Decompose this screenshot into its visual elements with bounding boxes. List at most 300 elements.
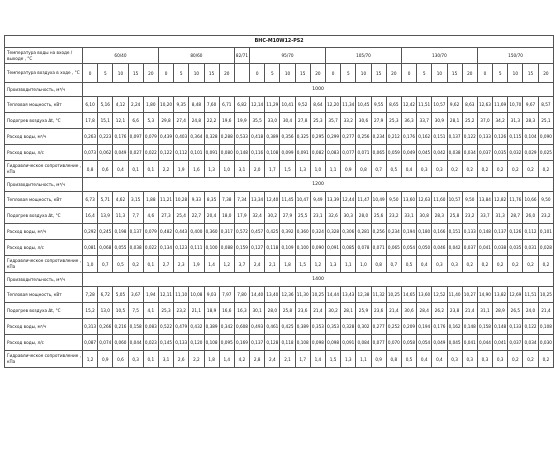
air-temperature-cell: 5 <box>341 64 356 83</box>
table-cell: 0,088 <box>219 240 234 256</box>
table-cell: 6,72 <box>98 287 113 303</box>
table-cell: 28,3 <box>523 113 538 129</box>
table-cell: 12,69 <box>508 287 523 303</box>
heater-performance-table <box>4 35 554 368</box>
table-cell: 0,065 <box>371 145 386 161</box>
table-cell: 9,50 <box>538 192 554 208</box>
table-cell: 0,389 <box>265 129 280 145</box>
table-cell: 0,091 <box>295 145 310 161</box>
table-cell: 5,3 <box>143 113 158 129</box>
table-cell: 0,4 <box>432 351 447 368</box>
table-cell: 0,034 <box>462 145 477 161</box>
table-cell: 2,4 <box>250 256 265 273</box>
table-cell: 1,3 <box>204 161 219 178</box>
table-cell: 0,2 <box>477 161 492 178</box>
table-cell: 0,194 <box>401 224 416 240</box>
table-cell: 0,049 <box>401 145 416 161</box>
table-cell: 0,037 <box>477 145 492 161</box>
table-cell: 12,82 <box>493 192 508 208</box>
table-cell: 0,038 <box>447 145 462 161</box>
table-cell: 11,21 <box>158 192 173 208</box>
air-temperature-cell: 10 <box>113 64 128 83</box>
table-cell: 30,4 <box>280 113 295 129</box>
air-temperature-cell: 20 <box>310 64 325 83</box>
table-cell: 0,049 <box>113 145 128 161</box>
table-cell: 0,608 <box>234 319 249 335</box>
table-cell: 11,69 <box>493 97 508 113</box>
table-cell: 14,65 <box>401 287 416 303</box>
table-cell: 0,068 <box>98 240 113 256</box>
table-cell: 25,1 <box>538 113 554 129</box>
table-cell: 0,234 <box>386 224 401 240</box>
table-cell: 23,8 <box>447 303 462 319</box>
table-cell: 4,2 <box>234 351 249 368</box>
row-label: Тепловая мощность, кВт <box>5 192 83 208</box>
table-cell: 14,40 <box>250 287 265 303</box>
table-cell: 12,36 <box>280 287 295 303</box>
table-cell: 4,62 <box>113 192 128 208</box>
table-cell: 1,9 <box>174 161 189 178</box>
table-cell: 1,5 <box>280 161 295 178</box>
table-cell: 0,091 <box>341 335 356 351</box>
table-cell: 0,054 <box>417 335 432 351</box>
table-cell: 1,88 <box>143 192 158 208</box>
table-row <box>5 303 554 319</box>
table-cell: 28,0 <box>356 208 371 224</box>
air-temperature-cell: 0 <box>158 64 173 83</box>
table-cell: 2,4 <box>265 351 280 368</box>
table-cell: 14,44 <box>326 287 341 303</box>
table-cell: 7,28 <box>83 287 98 303</box>
table-cell: 0,2 <box>538 256 554 273</box>
table-cell: 0,2 <box>128 256 143 273</box>
table-cell: 1,4 <box>204 256 219 273</box>
table-cell: 0,082 <box>310 145 325 161</box>
table-cell: 0,151 <box>432 129 447 145</box>
table-cell: 8,57 <box>538 97 554 113</box>
table-cell: 1,1 <box>356 351 371 368</box>
table-cell: 0,572 <box>234 224 249 240</box>
table-cell: 2,1 <box>265 256 280 273</box>
table-cell: 30,3 <box>341 208 356 224</box>
table-cell: 21,4 <box>538 303 554 319</box>
table-cell: 0,425 <box>280 319 295 335</box>
table-cell: 11,76 <box>508 192 523 208</box>
table-cell: 7,60 <box>204 97 219 113</box>
table-cell: 23,6 <box>371 303 386 319</box>
table-cell: 25,3 <box>158 303 173 319</box>
table-cell: 0,085 <box>341 240 356 256</box>
air-temperature-cell: 15 <box>295 64 310 83</box>
table-cell: 13,82 <box>493 287 508 303</box>
table-cell: 11,51 <box>523 287 538 303</box>
table-cell: 3,1 <box>234 161 249 178</box>
air-temperature-cell: 5 <box>417 64 432 83</box>
table-cell: 4,6 <box>143 208 158 224</box>
table-cell: 0,050 <box>417 240 432 256</box>
table-cell: 9,33 <box>189 192 204 208</box>
table-cell: 12,63 <box>477 97 492 113</box>
table-cell: 19,6 <box>219 113 234 129</box>
table-cell: 0,522 <box>158 319 173 335</box>
air-temperature-cell: 20 <box>219 64 234 83</box>
table-cell: 0,317 <box>219 224 234 240</box>
table-cell: 0,252 <box>386 319 401 335</box>
table-cell: 25,8 <box>280 303 295 319</box>
air-temperature-cell: 0 <box>83 64 98 83</box>
table-cell: 34,2 <box>493 113 508 129</box>
table-cell: 0,158 <box>128 319 143 335</box>
table-cell: 1,3 <box>295 161 310 178</box>
row-label: Расход воды, л/с <box>5 335 83 351</box>
table-cell: 10,20 <box>158 97 173 113</box>
table-cell: 25,3 <box>310 113 325 129</box>
table-cell: 0,074 <box>98 335 113 351</box>
section-airflow-value: 1000 <box>83 83 554 97</box>
table-cell: 0,6 <box>113 351 128 368</box>
table-cell: 15,2 <box>83 303 98 319</box>
table-cell: 0,109 <box>280 240 295 256</box>
air-temperature-cell: 10 <box>508 64 523 83</box>
table-cell: 7,34 <box>234 192 249 208</box>
table-row <box>5 319 554 335</box>
table-cell: 9,62 <box>447 97 462 113</box>
air-temperature-cell: 0 <box>326 64 341 83</box>
table-cell: 0,049 <box>432 335 447 351</box>
table-cell: 12,40 <box>265 192 280 208</box>
table-cell: 0,2 <box>447 161 462 178</box>
table-cell: 0,108 <box>265 145 280 161</box>
table-cell: 8,63 <box>462 97 477 113</box>
table-cell: 0,065 <box>386 240 401 256</box>
table-cell: 1,80 <box>143 97 158 113</box>
table-cell: 12,52 <box>432 287 447 303</box>
table-cell: 30,9 <box>432 113 447 129</box>
table-cell: 37,0 <box>477 113 492 129</box>
table-cell: 0,1 <box>143 256 158 273</box>
table-cell: 25,4 <box>174 208 189 224</box>
table-cell: 0,159 <box>234 240 249 256</box>
section-airflow-value: 1200 <box>83 178 554 192</box>
table-cell: 0,295 <box>310 129 325 145</box>
table-cell: 8,48 <box>189 97 204 113</box>
table-cell: 0,126 <box>493 129 508 145</box>
table-cell: 7,38 <box>219 192 234 208</box>
table-row <box>5 145 554 161</box>
table-cell: 1,0 <box>83 256 98 273</box>
table-cell: 5,71 <box>98 192 113 208</box>
air-temperature-cell: 0 <box>250 64 265 83</box>
table-cell: 33,0 <box>265 113 280 129</box>
table-cell: 0,328 <box>326 224 341 240</box>
table-cell: 0,9 <box>98 351 113 368</box>
table-cell: 25,6 <box>371 208 386 224</box>
table-cell: 0,091 <box>326 240 341 256</box>
table-cell: 28,4 <box>417 303 432 319</box>
air-temperature-cell: 10 <box>356 64 371 83</box>
table-cell: 0,083 <box>143 319 158 335</box>
table-cell: 2,8 <box>250 351 265 368</box>
table-cell: 0,256 <box>371 224 386 240</box>
table-cell: 13,0 <box>98 303 113 319</box>
table-cell: 0,7 <box>371 161 386 178</box>
table-cell: 0,128 <box>265 335 280 351</box>
table-cell: 12,1 <box>113 113 128 129</box>
table-cell: 11,40 <box>447 287 462 303</box>
table-cell: 0,4 <box>401 161 416 178</box>
table-cell: 2,1 <box>280 351 295 368</box>
table-cell: 1,5 <box>326 351 341 368</box>
table-cell: 0,028 <box>538 240 554 256</box>
table-cell: 0,084 <box>356 335 371 351</box>
table-cell: 0,071 <box>371 240 386 256</box>
table-cell: 0,070 <box>386 335 401 351</box>
table-cell: 0,151 <box>447 224 462 240</box>
table-cell: 0,042 <box>432 145 447 161</box>
table-cell: 12,42 <box>401 97 416 113</box>
table-cell: 0,9 <box>341 161 356 178</box>
table-cell: 0,482 <box>158 224 173 240</box>
table-cell: 9,50 <box>386 192 401 208</box>
table-cell: 0,533 <box>234 129 249 145</box>
table-cell: 23,2 <box>462 208 477 224</box>
table-cell: 1,7 <box>265 161 280 178</box>
table-cell: 0,162 <box>417 129 432 145</box>
section-label: Производительность, м³/ч <box>5 178 83 192</box>
table-cell: 0,098 <box>310 335 325 351</box>
table-cell: 0,108 <box>204 335 219 351</box>
table-cell: 0,104 <box>523 129 538 145</box>
air-temperature-cell: 15 <box>128 64 143 83</box>
table-cell: 0,198 <box>113 224 128 240</box>
table-cell: 0,2 <box>508 256 523 273</box>
table-cell: 0,115 <box>508 129 523 145</box>
table-cell: 23,2 <box>386 208 401 224</box>
air-temperature-cell: 20 <box>143 64 158 83</box>
table-cell: 0,122 <box>158 145 173 161</box>
table-cell: 2,2 <box>158 161 173 178</box>
table-cell: 2,7 <box>158 256 173 273</box>
table-cell: 4,12 <box>113 97 128 113</box>
table-cell: 0,7 <box>98 256 113 273</box>
table-cell: 3,67 <box>128 287 143 303</box>
water-group-header: 60/40 <box>83 48 159 64</box>
table-cell: 0,9 <box>371 351 386 368</box>
table-cell: 27,3 <box>158 208 173 224</box>
table-cell: 26,0 <box>523 208 538 224</box>
table-cell: 0,2 <box>523 256 538 273</box>
table-cell: 33,7 <box>417 113 432 129</box>
table-cell: 0,324 <box>310 224 325 240</box>
table-cell: 30,1 <box>250 303 265 319</box>
table-cell: 0,041 <box>462 335 477 351</box>
table-cell: 0,108 <box>538 319 554 335</box>
table-cell: 0,8 <box>356 161 371 178</box>
table-cell: 11,30 <box>295 287 310 303</box>
table-cell: 0,100 <box>204 240 219 256</box>
table-cell: 10,45 <box>356 97 371 113</box>
table-cell: 36,3 <box>401 113 416 129</box>
table-cell: 1,4 <box>310 351 325 368</box>
table-cell: 10,25 <box>386 287 401 303</box>
section-label: Производительность, м³/ч <box>5 273 83 287</box>
table-cell: 0,7 <box>386 256 401 273</box>
table-cell: 0,126 <box>508 224 523 240</box>
table-cell: 0,137 <box>250 335 265 351</box>
table-cell: 0,281 <box>356 224 371 240</box>
row-label: Гидравлическое сопротивление , кПа <box>5 161 83 178</box>
table-cell: 0,4 <box>417 256 432 273</box>
table-cell: 31,3 <box>493 208 508 224</box>
table-cell: 1,3 <box>326 256 341 273</box>
table-cell: 0,288 <box>219 129 234 145</box>
table-cell: 31,1 <box>477 303 492 319</box>
table-cell: 0,299 <box>326 129 341 145</box>
water-group-header: 105/70 <box>326 48 402 64</box>
table-cell: 13,9 <box>98 208 113 224</box>
table-cell: 0,277 <box>371 319 386 335</box>
table-cell: 16,4 <box>83 208 98 224</box>
table-cell: 0,2 <box>538 351 554 368</box>
section-airflow-value: 1400 <box>83 273 554 287</box>
table-cell: 30,8 <box>417 208 432 224</box>
table-cell: 28,3 <box>432 208 447 224</box>
table-cell: 0,176 <box>113 129 128 145</box>
table-cell: 0,111 <box>189 240 204 256</box>
table-cell: 0,389 <box>295 319 310 335</box>
table-cell: 23,2 <box>174 303 189 319</box>
table-cell: 0,432 <box>189 319 204 335</box>
table-cell: 0,328 <box>341 319 356 335</box>
table-cell: 6,71 <box>219 97 234 113</box>
table-cell: 6,82 <box>234 97 249 113</box>
table-cell: 0,059 <box>386 145 401 161</box>
table-cell: 16,6 <box>219 303 234 319</box>
table-cell: 0,032 <box>508 145 523 161</box>
table-cell: 12,14 <box>250 97 265 113</box>
air-temperature-cell: 20 <box>538 64 554 83</box>
table-cell: 0,038 <box>493 240 508 256</box>
table-cell: 0,2 <box>493 161 508 178</box>
row-label: Тепловая мощность, кВт <box>5 287 83 303</box>
table-cell: 0,038 <box>128 240 143 256</box>
table-cell: 22,2 <box>204 113 219 129</box>
table-row <box>5 129 554 145</box>
table-cell: 26,2 <box>432 303 447 319</box>
table-cell: 0,073 <box>83 145 98 161</box>
table-cell: 30,2 <box>265 208 280 224</box>
table-cell: 0,3 <box>493 351 508 368</box>
table-cell: 1,0 <box>356 256 371 273</box>
table-cell: 18,0 <box>219 208 234 224</box>
table-cell: 13,34 <box>250 192 265 208</box>
row-label: Расход воды, м³/ч <box>5 319 83 335</box>
table-cell: 21,4 <box>386 303 401 319</box>
table-cell: 0,041 <box>477 240 492 256</box>
table-cell: 7,80 <box>234 287 249 303</box>
table-cell: 1,2 <box>219 256 234 273</box>
water-group-header: 95/70 <box>250 48 326 64</box>
table-cell: 33,1 <box>401 208 416 224</box>
table-cell: 0,313 <box>83 319 98 335</box>
table-cell: 28,7 <box>508 208 523 224</box>
table-cell: 2,24 <box>128 97 143 113</box>
table-cell: 0,112 <box>174 145 189 161</box>
table-cell: 0,090 <box>310 240 325 256</box>
table-cell: 13,39 <box>326 192 341 208</box>
table-cell: 0,031 <box>523 240 538 256</box>
air-temperature-cell: 5 <box>174 64 189 83</box>
table-cell: 10,57 <box>432 97 447 113</box>
table-cell: 1,2 <box>83 351 98 368</box>
table-cell: 0,025 <box>538 145 554 161</box>
air-temperature-cell: 0 <box>477 64 492 83</box>
table-cell: 0,044 <box>477 335 492 351</box>
table-cell: 7,5 <box>128 303 143 319</box>
air-temperature-cell: 10 <box>280 64 295 83</box>
air-temperature-cell: 15 <box>523 64 538 83</box>
table-cell: 12,20 <box>326 97 341 113</box>
table-cell: 9,03 <box>204 287 219 303</box>
table-cell: 0,133 <box>462 224 477 240</box>
table-cell: 23,1 <box>310 208 325 224</box>
table-cell: 31,3 <box>508 113 523 129</box>
table-cell: 23,6 <box>295 303 310 319</box>
table-row <box>5 161 554 178</box>
table-cell: 1,9 <box>189 256 204 273</box>
table-cell: 6,10 <box>83 97 98 113</box>
table-cell: 0,2 <box>523 161 538 178</box>
table-cell: 9,49 <box>310 192 325 208</box>
table-cell: 0,148 <box>493 319 508 335</box>
table-cell: 5,05 <box>113 287 128 303</box>
table-cell: 13,84 <box>477 192 492 208</box>
table-cell: 0,342 <box>219 319 234 335</box>
table-cell: 25,3 <box>386 113 401 129</box>
table-row <box>5 256 554 273</box>
table-cell: 0,022 <box>143 240 158 256</box>
table-cell: 0,166 <box>432 224 447 240</box>
table-cell: 30,2 <box>326 303 341 319</box>
table-cell: 0,087 <box>83 335 98 351</box>
table-cell: 21,4 <box>310 303 325 319</box>
table-cell: 27,8 <box>295 113 310 129</box>
table-cell: 32,4 <box>250 208 265 224</box>
table-cell: 35,5 <box>250 113 265 129</box>
table-cell: 0,123 <box>174 240 189 256</box>
table-row <box>5 335 554 351</box>
table-cell: 0,3 <box>477 351 492 368</box>
table-cell: 0,180 <box>417 224 432 240</box>
table-cell: 0,022 <box>143 145 158 161</box>
table-cell: 0,071 <box>356 145 371 161</box>
table-cell: 27,9 <box>280 208 295 224</box>
table-cell: 3,15 <box>128 192 143 208</box>
table-cell: 11,10 <box>174 287 189 303</box>
table-cell: 0,041 <box>493 335 508 351</box>
table-cell: 0,4 <box>113 161 128 178</box>
air-temperature-cell: 20 <box>462 64 477 83</box>
table-cell: 0,133 <box>477 129 492 145</box>
table-cell: 8,65 <box>386 97 401 113</box>
table-cell: 0,3 <box>447 351 462 368</box>
table-cell: 1,1 <box>341 256 356 273</box>
air-temperature-cell: 15 <box>447 64 462 83</box>
table-cell: 0,134 <box>158 240 173 256</box>
table-cell: 0,046 <box>432 240 447 256</box>
table-cell: 28,0 <box>265 303 280 319</box>
table-cell: 1,2 <box>310 256 325 273</box>
